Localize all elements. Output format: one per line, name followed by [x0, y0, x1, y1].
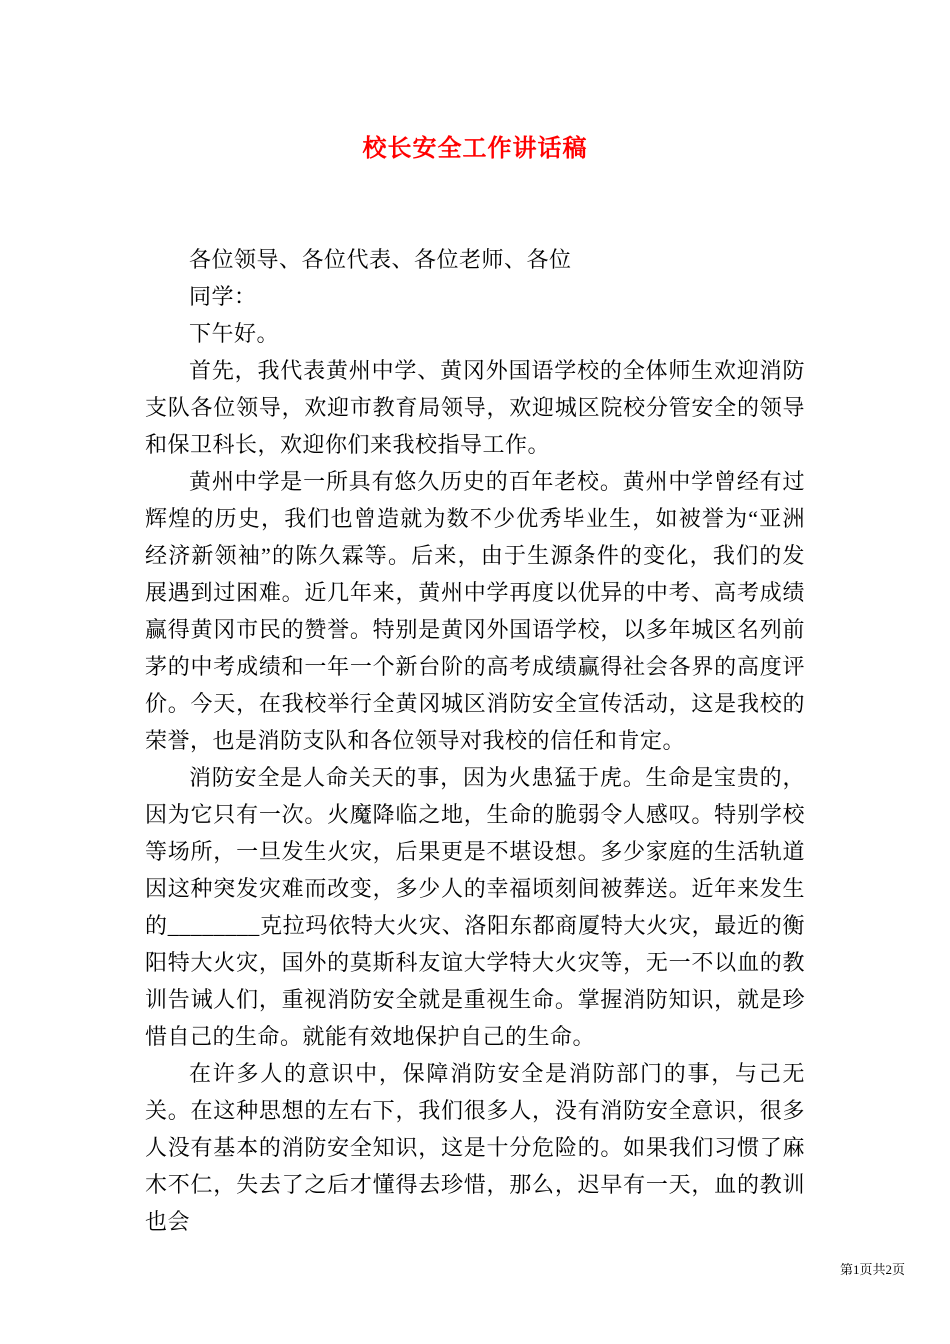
paragraph-awareness: 在许多人的意识中，保障消防安全是消防部门的事，与己无关。在这种思想的左右下，我们很多人，没有消防安全意识，很多人没有基本的消防安全知识，这是十分危险的。如果我们习惯了麻木不仁，失去了之后才懂得去珍惜，那么，迟早有一天，血的教训也会	[145, 1061, 805, 1234]
document-body	[145, 128, 805, 1240]
paragraph-welcome: 首先，我代表黄州中学、黄冈外国语学校的全体师生欢迎消防支队各位领导，欢迎市教育局领导，欢迎城区院校分管安全的领导和保卫科长，欢迎你们来我校指导工作。	[145, 358, 805, 457]
paragraph-salutation: 各位领导、各位代表、各位老师、各位	[189, 247, 572, 272]
paragraph-salutation-2: 同学：	[189, 284, 257, 309]
paragraph-school-history: 黄州中学是一所具有悠久历史的百年老校。黄州中学曾经有过辉煌的历史，我们也曾造就为数不少优秀毕业生，如被誉为“亚洲经济新领袖”的陈久霖等。后来，由于生源条件的变化，我们的发展遇到过困难。近几年来，黄州中学再度以优异的中考、高考成绩赢得黄冈市民的赞誉。特别是黄冈外国语学校，以多年城区名列前茅的中考成绩和一年一个新台阶的高考成绩赢得社会各界的高度评价。今天，在我校举行全黄冈城区消防安全宣传活动，这是我校的荣誉，也是消防支队和各位领导对我校的信任和肯定。	[145, 469, 805, 753]
page-number-indicator: 第1页共2页	[839, 1262, 905, 1277]
document-title: 校长安全工作讲话稿	[362, 136, 588, 162]
paragraph-fire-safety: 消防安全是人命关天的事，因为火患猛于虎。生命是宝贵的，因为它只有一次。火魔降临之地，生命的脆弱令人感叹。特别学校等场所，一旦发生火灾，后果更是不堪设想。多少家庭的生活轨道因这种突发灾难而改变，多少人的幸福顷刻间被葬送。近年来发生的________克拉玛依特大火灾、洛阳东都商厦特大火灾，最近的衡阳特大火灾，国外的莫斯科友谊大学特大火灾等，无一不以血的教训告诫人们，重视消防安全就是重视生命。掌握消防知识，就是珍惜自己的生命。就能有效地保护自己的生命。	[145, 765, 805, 1049]
page-footer	[840, 1259, 905, 1278]
paragraph-greeting: 下午好。	[189, 321, 280, 346]
